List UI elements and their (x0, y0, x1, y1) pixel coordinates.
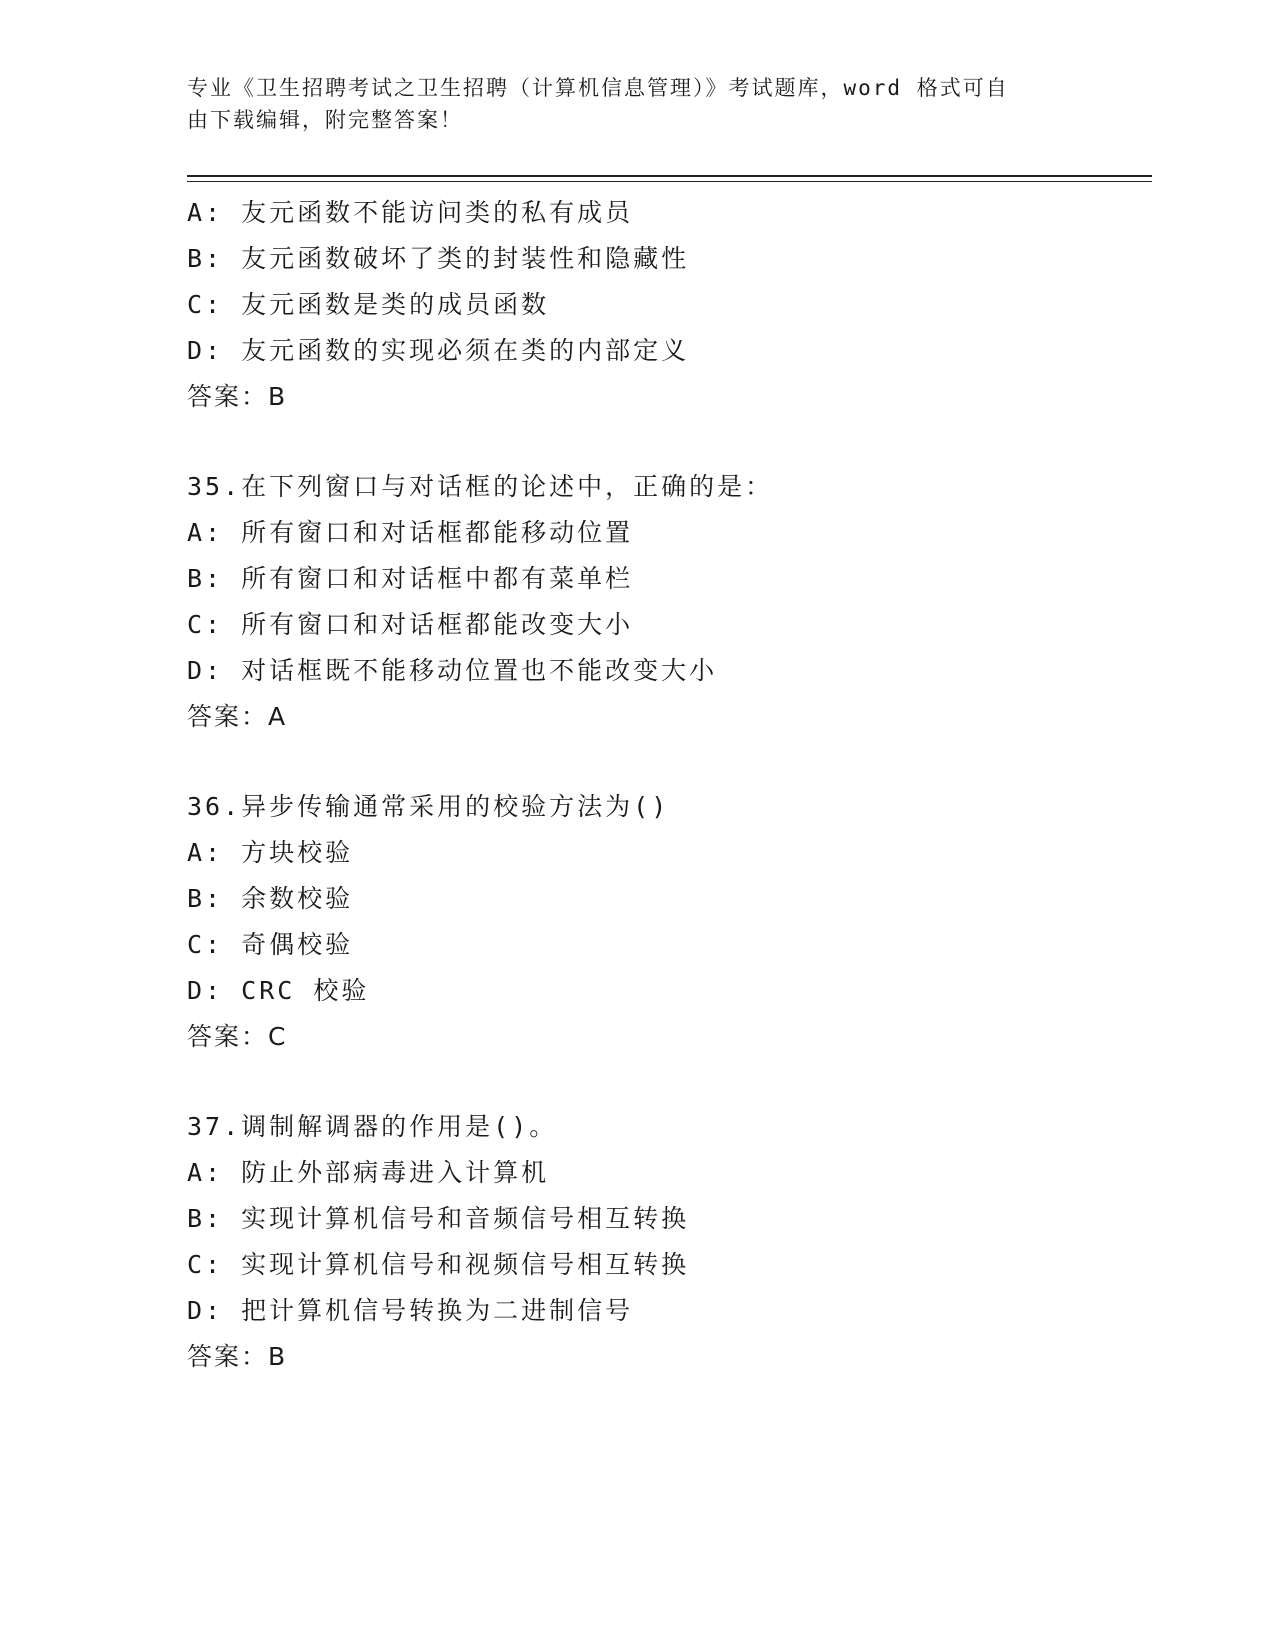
question-text: 36.异步传输通常采用的校验方法为() (187, 792, 670, 821)
option-c: C: 奇偶校验 (187, 930, 354, 959)
option-d: D: 友元函数的实现必须在类的内部定义 (187, 336, 690, 365)
header-rule-bottom (187, 181, 1152, 182)
answer-line: 答案：C (187, 1022, 288, 1051)
question-text: 37.调制解调器的作用是()。 (187, 1112, 558, 1141)
answer-line: 答案：B (187, 382, 288, 411)
option-b: B: 所有窗口和对话框中都有菜单栏 (187, 564, 634, 593)
option-d: D: 把计算机信号转换为二进制信号 (187, 1296, 634, 1325)
question-block-37 (187, 1104, 1147, 1380)
spacer (187, 1060, 1147, 1104)
spacer (187, 740, 1147, 784)
question-text: 35.在下列窗口与对话框的论述中，正确的是： (187, 472, 774, 501)
option-a: A: 所有窗口和对话框都能移动位置 (187, 518, 634, 547)
option-b: B: 实现计算机信号和音频信号相互转换 (187, 1204, 690, 1233)
header-line-1: 专业《卫生招聘考试之卫生招聘（计算机信息管理）》考试题库，word 格式可自 (187, 76, 1009, 100)
answer-line: 答案：A (187, 702, 288, 731)
question-block-34 (187, 190, 1147, 420)
question-block-36 (187, 784, 1147, 1060)
answer-line: 答案：B (187, 1342, 288, 1371)
option-b: B: 余数校验 (187, 884, 354, 913)
spacer (187, 420, 1147, 464)
document-header (187, 72, 1087, 136)
option-c: C: 所有窗口和对话框都能改变大小 (187, 610, 634, 639)
option-a: A: 友元函数不能访问类的私有成员 (187, 198, 634, 227)
option-a: A: 方块校验 (187, 838, 354, 867)
header-rule-top (187, 175, 1152, 177)
option-d: D: CRC 校验 (187, 976, 370, 1005)
question-list (187, 190, 1147, 1380)
option-b: B: 友元函数破坏了类的封装性和隐藏性 (187, 244, 690, 273)
option-c: C: 友元函数是类的成员函数 (187, 290, 550, 319)
header-line-2: 由下载编辑，附完整答案！ (187, 108, 463, 132)
option-c: C: 实现计算机信号和视频信号相互转换 (187, 1250, 690, 1279)
option-d: D: 对话框既不能移动位置也不能改变大小 (187, 656, 718, 685)
option-a: A: 防止外部病毒进入计算机 (187, 1158, 550, 1187)
question-block-35 (187, 464, 1147, 740)
